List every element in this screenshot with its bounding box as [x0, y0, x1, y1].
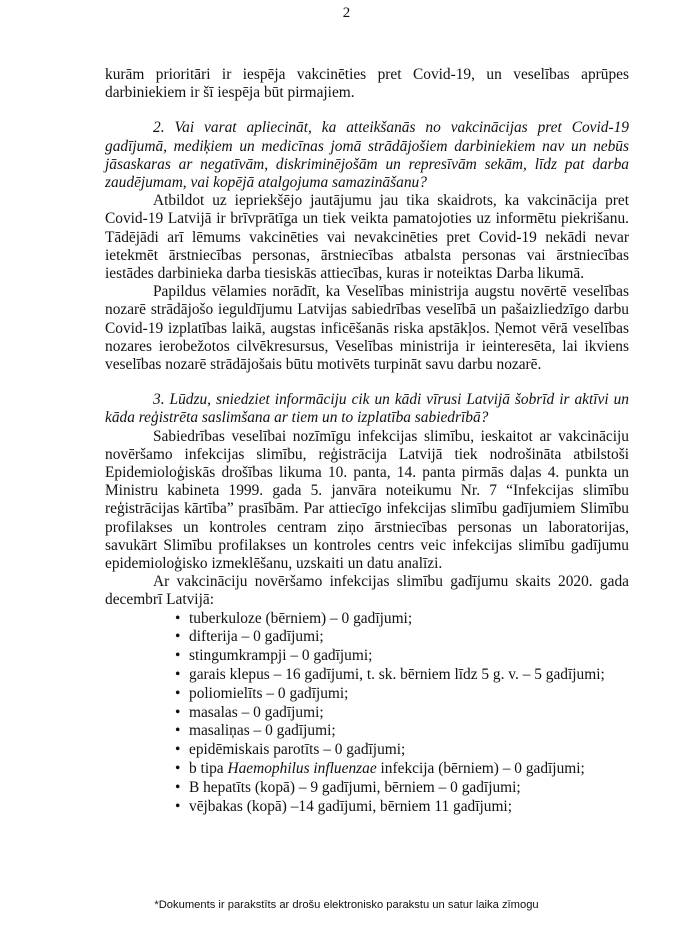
list-item [175, 610, 629, 629]
answer-2-paragraph-1: Atbildot uz iepriekšējo jautājumu jau tika skaidrots, ka vakcinācija pret Covid-19 Latvijā ir brīvprātīga un tiek veikta pamatojoties uz informētu piekrišanu. Tādējādi arī lēmums vakcinēties vai nevakcinēties pret Covid-19 nekādi nevar ietekmēt ārstniecības personas, ārstniecības atbalsta personas vai ārstniecības iestādes darbinieka darba tiesiskās attiecības, kuras ir noteiktas Darba likumā. [105, 192, 629, 283]
question-2: 2. Vai varat apliecināt, ka atteikšanās no vakcinācijas pret Covid-19 gadījumā, mediķiem un medicīnas jomā strādājošiem darbiniekiem nav un nebūs jāsaskaras ar negatīvām, diskriminējošām un represīvām sekām, līdz pat darba zaudējumam, vai kopējā atalgojuma samazināšanu? [105, 119, 629, 192]
answer-2-paragraph-2: Papildus vēlamies norādīt, ka Veselības ministrija augstu novērtē veselības nozarē strādājošo ieguldījumu Latvijas sabiedrības veselībā un pašaizliedzīgo darbu Covid-19 izplatības laikā, augstas inficēšanās riska apstākļos. Ņemot vērā veselības nozares ierobežotos cilvēkresursus, Veselības ministrija ir ieinteresēta, lai ikviens veselības nozarē strādājošais būtu motivēts turpināt savu darbu nozarē. [105, 283, 629, 374]
list-item-text: infekcija (bērniem) – 0 gadījumi; [376, 760, 585, 778]
list-item-text: masaliņas – 0 gadījumi; [189, 722, 336, 740]
bullet-icon: • [175, 647, 181, 665]
document-body [105, 66, 629, 816]
disease-cases-list [105, 610, 629, 817]
list-item [175, 647, 629, 666]
list-item-text: masalas – 0 gadījumi; [189, 703, 324, 721]
list-item [175, 760, 629, 779]
list-item [175, 798, 629, 817]
question-3: 3. Lūdzu, sniedziet informāciju cik un kādi vīrusi Latvijā šobrīd ir aktīvi un kāda reģistrēta saslimšana ar tiem un to izplatība sabiedrībā? [105, 391, 629, 427]
bullet-icon: • [175, 760, 181, 778]
list-item [175, 666, 629, 685]
signature-footnote: *Dokuments ir parakstīts ar drošu elektronisko parakstu un satur laika zīmogu [154, 899, 539, 911]
list-item-text: b tipa [189, 760, 228, 778]
list-item [175, 685, 629, 704]
list-item-text: tuberkuloze (bērniem) – 0 gadījumi; [189, 609, 413, 627]
bullet-icon: • [175, 703, 181, 721]
list-item-text: epidēmiskais parotīts – 0 gadījumi; [189, 741, 406, 759]
list-item [175, 722, 629, 741]
list-item-text: poliomielīts – 0 gadījumi; [189, 684, 349, 702]
bullet-icon: • [175, 666, 181, 684]
bullet-icon: • [175, 609, 181, 627]
page-number: 2 [342, 5, 351, 21]
bullet-icon: • [175, 778, 181, 796]
list-item [175, 779, 629, 798]
answer-3-paragraph-2: Ar vakcināciju novēršamo infekcijas slimību gadījumu skaits 2020. gada decembrī Latvijā: [105, 573, 629, 609]
pathogen-name: Haemophilus influenzae [227, 760, 377, 778]
list-item-text: garais klepus – 16 gadījumi, t. sk. bērniem līdz 5 g. v. – 5 gadījumi; [189, 666, 605, 684]
bullet-icon: • [175, 741, 181, 759]
bullet-icon: • [175, 628, 181, 646]
bullet-icon: • [175, 797, 181, 815]
list-item [175, 628, 629, 647]
list-item-text: vējbakas (kopā) –14 gadījumi, bērniem 11 gadījumi; [189, 797, 512, 815]
list-item-text: B hepatīts (kopā) – 9 gadījumi, bērniem – 0 gadījumi; [189, 778, 521, 796]
list-item-text: stingumkrampji – 0 gadījumi; [189, 647, 373, 665]
spacer [105, 102, 629, 119]
answer-3-paragraph-1: Sabiedrības veselībai nozīmīgu infekcijas slimību, ieskaitot ar vakcināciju novēršamo infekcijas slimību, reģistrācija Latvijā tiek nodrošināta atbilstoši Epidemioloģiskās drošības likuma 10. panta, 14. panta pirmās daļas 4. punkta un Ministru kabineta 1999. gada 5. janvāra noteikumu Nr. 7 “Infekcijas slimību reģistrācijas kārtība” prasībām. Par attiecīgo infekcijas slimību gadījumiem Slimību profilakses un kontroles centram ziņo ārstniecības personas un laboratorijas, savukārt Slimību profilakses un kontroles centrs veic infekcijas slimību gadījumu epidemioloģisko izmeklēšanu, uzskaiti un datu analīzi. [105, 427, 629, 573]
list-item [175, 704, 629, 723]
bullet-icon: • [175, 722, 181, 740]
spacer [105, 374, 629, 391]
list-item-text: difterija – 0 gadījumi; [189, 628, 324, 646]
list-item [175, 741, 629, 760]
paragraph-continuation: kurām prioritāri ir iespēja vakcinēties pret Covid-19, un veselības aprūpes darbiniekiem ir šī iespēja būt pirmajiem. [105, 66, 629, 102]
bullet-icon: • [175, 684, 181, 702]
